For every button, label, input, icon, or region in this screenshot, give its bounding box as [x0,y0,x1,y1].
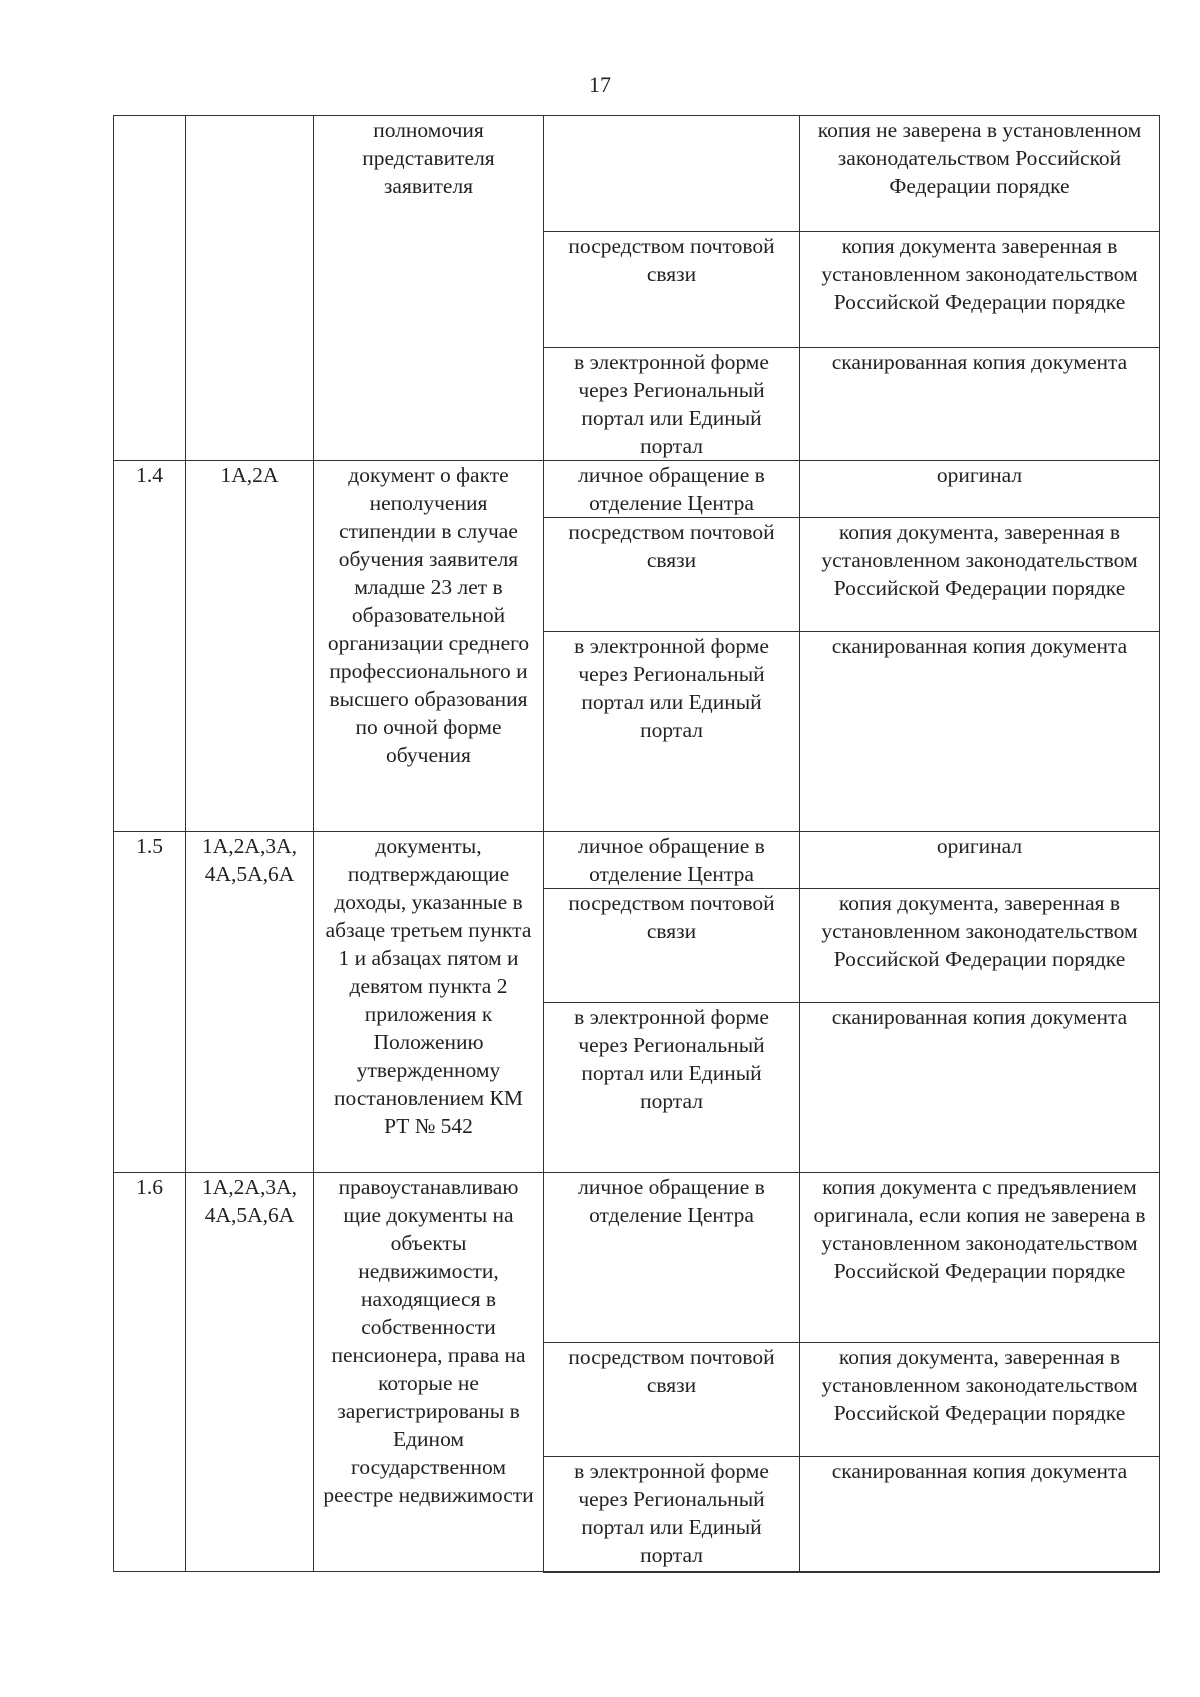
document-form-cell: копия документа заверенная в установленном законодательством Российской Федерации порядке [800,232,1160,348]
row-number-cell: 1.5 [114,832,186,1173]
document-form-cell: копия документа, заверенная в установленном законодательством Российской Федерации порядке [800,889,1160,1003]
submission-method-cell: посредством почтовой связи [544,889,800,1003]
submission-method-cell: в электронной форме через Региональный портал или Единый портал [544,348,800,461]
table-row [114,1173,1160,1343]
submission-method-cell: посредством почтовой связи [544,1343,800,1457]
table-row [114,116,1160,232]
submission-method-cell: личное обращение в отделение Центра [544,832,800,889]
document-cell: документы, подтверждающие доходы, указанные в абзаце третьем пункта 1 и абзацах пятом и девятом пункта 2 приложения к Положению утвержденному постановлением КМ РТ № 542 [314,832,544,1173]
submission-method-cell: в электронной форме через Региональный портал или Единый портал [544,1457,800,1572]
row-number-cell [114,116,186,461]
document-cell: документ о факте неполучения стипендии в случае обучения заявителя младше 23 лет в образовательной организации среднего профессионального и высшего образования по очной форме обучения [314,461,544,832]
table-row [114,461,1160,518]
document-form-cell: копия документа, заверенная в установленном законодательством Российской Федерации порядке [800,518,1160,632]
document-form-cell: сканированная копия документа [800,348,1160,461]
category-cell [186,116,314,461]
document-form-cell: сканированная копия документа [800,1003,1160,1173]
submission-method-cell: посредством почтовой связи [544,232,800,348]
category-cell: 1А,2А [186,461,314,832]
document-form-cell: оригинал [800,461,1160,518]
table-row [114,832,1160,889]
document-cell: полномочия представителя заявителя [314,116,544,461]
submission-method-cell: в электронной форме через Региональный портал или Единый портал [544,1003,800,1173]
submission-method-cell [544,116,800,232]
document-form-cell: оригинал [800,832,1160,889]
document-form-cell: копия документа с предъявлением оригинала, если копия не заверена в установленном законодательством Российской Федерации порядке [800,1173,1160,1343]
document-form-cell: сканированная копия документа [800,1457,1160,1572]
document-form-cell: копия не заверена в установленном законодательством Российской Федерации порядке [800,116,1160,232]
submission-method-cell: личное обращение в отделение Центра [544,1173,800,1343]
submission-method-cell: личное обращение в отделение Центра [544,461,800,518]
document-form-cell: копия документа, заверенная в установленном законодательством Российской Федерации порядке [800,1343,1160,1457]
page-number: 17 [589,72,611,97]
submission-method-cell: в электронной форме через Региональный портал или Единый портал [544,632,800,832]
category-cell: 1А,2А,3А, 4А,5А,6А [186,1173,314,1572]
submission-method-cell: посредством почтовой связи [544,518,800,632]
documents-table [113,115,1160,1573]
category-cell: 1А,2А,3А, 4А,5А,6А [186,832,314,1173]
document-cell: правоустанавливаю щие документы на объекты недвижимости, находящиеся в собственности пенсионера, права на которые не зарегистрированы в Едином государственном реестре недвижимости [314,1173,544,1572]
row-number-cell: 1.4 [114,461,186,832]
document-form-cell: сканированная копия документа [800,632,1160,832]
row-number-cell: 1.6 [114,1173,186,1572]
